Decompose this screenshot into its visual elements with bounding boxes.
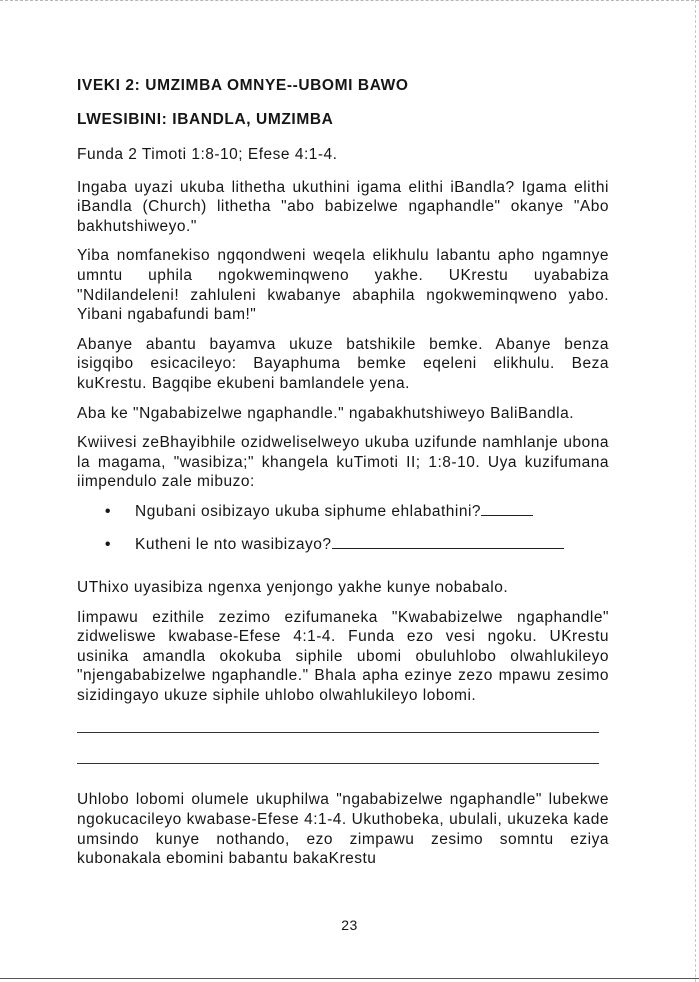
answer-blank[interactable]	[481, 515, 533, 516]
paragraph-purpose-grace: UThixo uyasibiza ngenxa yenjongo yakhe kunye nobabalo.	[77, 578, 509, 596]
page-bottom-edge	[0, 978, 699, 979]
week-heading: IVEKI 2: UMZIMBA OMNYE--UBOMI BAWO	[77, 77, 409, 94]
page-content	[77, 76, 609, 879]
paragraph-crowd-image: Yiba nomfanekiso ngqondweni weqela elikhulu labantu apho ngamnye umntu uphila ngokweminqweno yakhe. UKrestu uyababiza "Ndilandeleni! zahluleni kwabanye abaphila ngokweminqweno yabo. Yibani ngabafundi bam!"	[77, 247, 609, 324]
paragraph-way-of-life: Uhlobo lobomi olumele ukuphilwa "ngababizelwe ngaphandle" lubekwe ngokucacileyo kwabase-Efese 4:1-4. Ukuthobeka, ubulali, ukuzeka kade umsindo kunye nothando, ezo zimpawu zesimo somntu eziya kubonakala ebomini babantu bakaKrestu	[77, 791, 609, 868]
paragraph-verses: Kwiivesi zeBhayibhile ozidweliselweyo ukuba uzifunde namhlanje ubona la magama, "wasibiza;" khangela kuTimoti II; 1:8-10. Uya kuzifumana iimpendulo zale mibuzo:	[77, 434, 609, 491]
reading-reference: Funda 2 Timoti 1:8-10; Efese 4:1-4.	[77, 146, 338, 163]
writing-line[interactable]	[77, 732, 599, 733]
question-text: Kutheni le nto wasibizayo?	[135, 535, 332, 553]
paragraph-called-out: Aba ke "Ngababizelwe ngaphandle." ngabakhutshiweyo BaliBandla.	[77, 404, 574, 422]
page-number: 23	[341, 917, 358, 933]
paragraph-traits: Iimpawu ezithile zezimo ezifumaneka "Kwababizelwe ngaphandle" zidweliswe kwabase-Efese 4:1-4. Funda ezo vesi ngoku. UKrestu usinika amandla okokuba siphile ubomi obuluhlobo olwahlukileyo "njengababizelwe ngaphandle." Bhala apha ezinye zezo mpawu zesimo sizidingayo ukuze siphile uhlobo olwahlukileyo lobomi.	[77, 608, 609, 704]
page-right-edge	[695, 0, 696, 982]
question-text: Ngubani osibizayo ukuba siphume ehlabathini?	[135, 502, 482, 520]
bullet-icon: •	[105, 535, 111, 553]
answer-blank[interactable]	[332, 548, 564, 549]
question-list	[77, 502, 609, 568]
question-item	[77, 535, 609, 568]
question-item	[77, 502, 609, 535]
paragraph-church-meaning: Ingaba uyazi ukuba lithetha ukuthini igama elithi iBandla? Igama elithi iBandla (Church) lithetha "abo babizelwe ngaphandle" okanye "Abo bakhutshiweyo."	[77, 178, 609, 235]
writing-line[interactable]	[77, 763, 599, 764]
bullet-icon: •	[105, 502, 111, 520]
page-top-edge	[0, 0, 699, 1]
day-heading: LWESIBINI: IBANDLA, UMZIMBA	[77, 111, 334, 128]
paragraph-decision: Abanye abantu bayamva ukuze batshikile bemke. Abanye benza isigqibo esicacileyo: Bayaphuma bemke eqeleni elikhulu. Beza kuKrestu. Bagqibe ekubeni bamlandele yena.	[77, 335, 609, 392]
